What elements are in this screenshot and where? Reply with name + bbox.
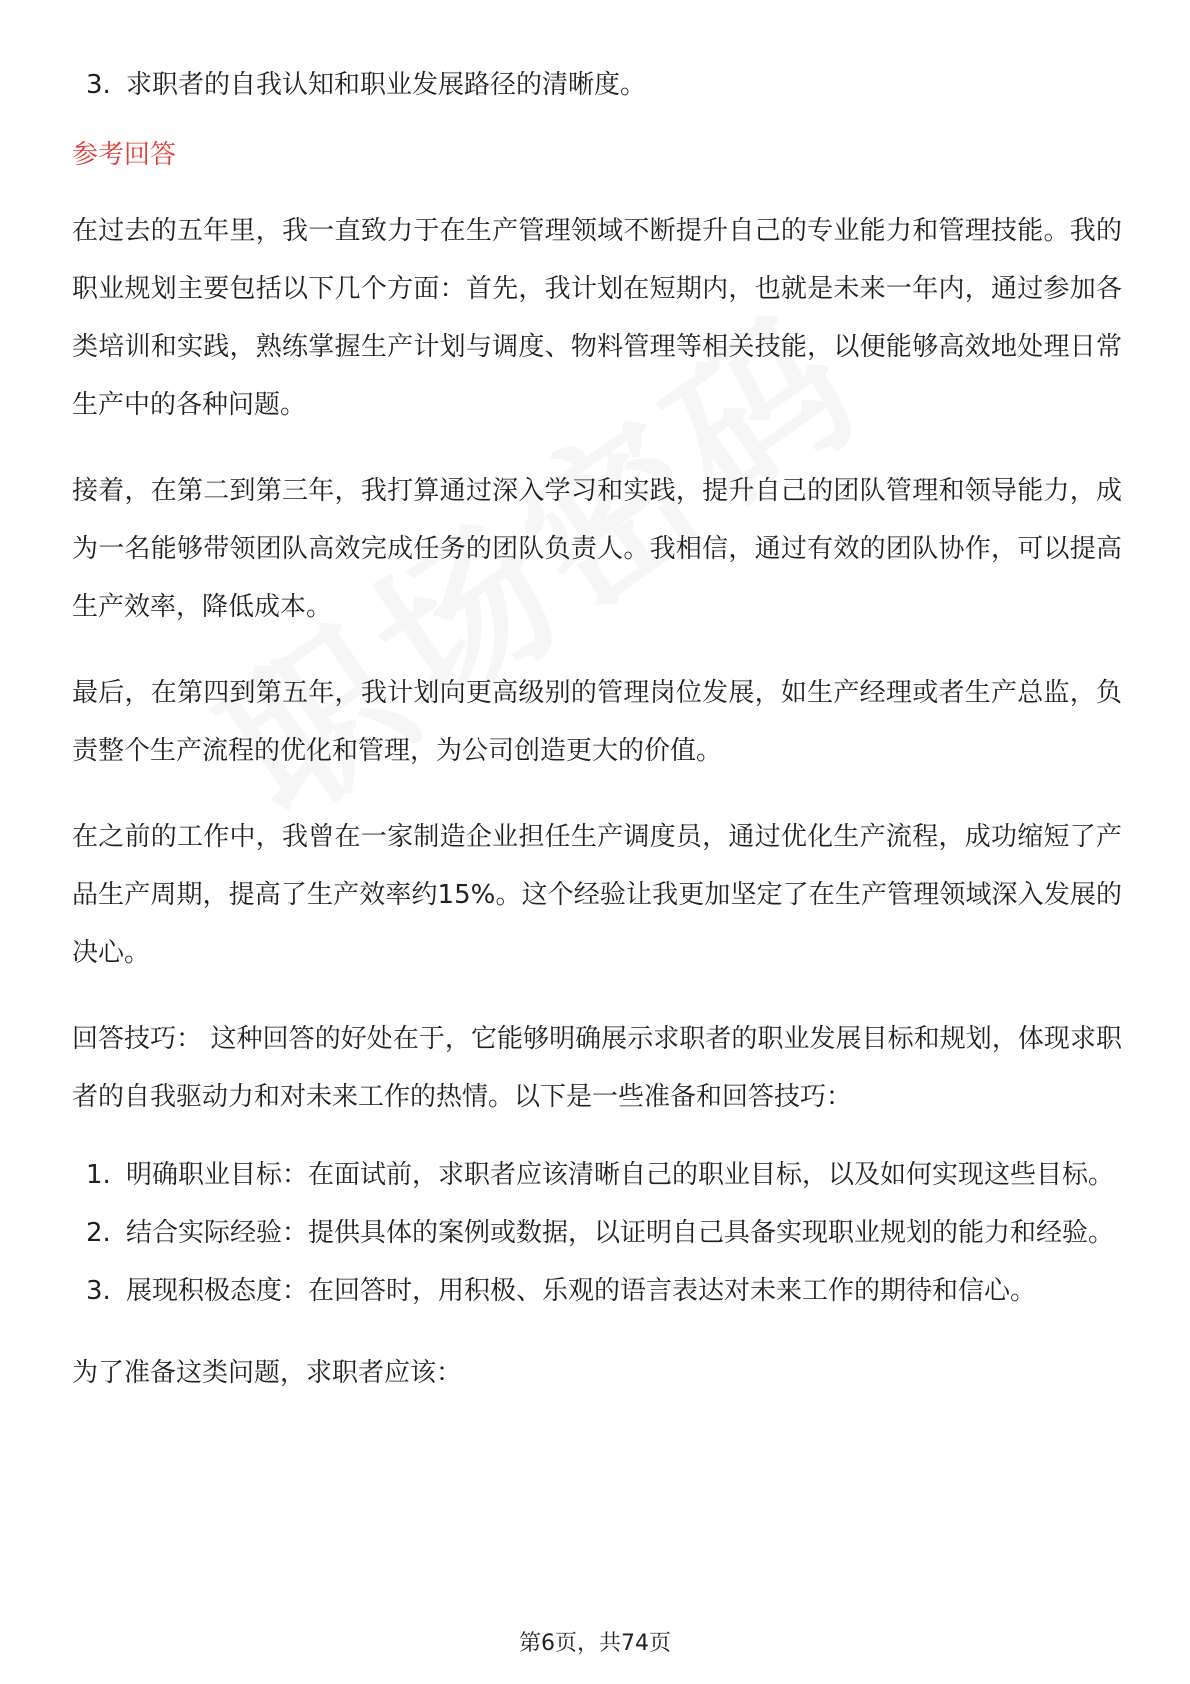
page-footer: 第6页，共74页 <box>519 1631 671 1656</box>
tip-text: 展现积极态度：在回答时，用积极、乐观的语言表达对未来工作的期待和信心。 <box>126 1276 1037 1306</box>
list-number: 2. <box>86 1218 111 1248</box>
answer-tips-paragraph: 回答技巧： 这种回答的好处在于，它能够明确展示求职者的职业发展目标和规划，体现求职者的自我驱动力和对未来工作的热情。以下是一些准备和回答技巧： <box>72 1024 1122 1112</box>
page-content <box>72 56 1122 1430</box>
tips-list <box>72 1146 1122 1320</box>
list-item-text: 求职者的自我认知和职业发展路径的清晰度。 <box>126 70 647 100</box>
list-number: 1. <box>86 1160 111 1190</box>
paragraph-2: 接着，在第二到第三年，我打算通过深入学习和实践，提升自己的团队管理和领导能力，成为一名能够带领团队高效完成任务的团队负责人。我相信，通过有效的团队协作，可以提高生产效率，降低成本。 <box>72 476 1122 622</box>
paragraph-3: 最后，在第四到第五年，我计划向更高级别的管理岗位发展，如生产经理或者生产总监，负责整个生产流程的优化和管理，为公司创造更大的价值。 <box>72 678 1122 766</box>
paragraph-1: 在过去的五年里，我一直致力于在生产管理领域不断提升自己的专业能力和管理技能。我的职业规划主要包括以下几个方面：首先，我计划在短期内，也就是未来一年内，通过参加各类培训和实践，熟练掌握生产计划与调度、物料管理等相关技能，以便能够高效地处理日常生产中的各种问题。 <box>72 216 1122 420</box>
tip-text: 明确职业目标：在面试前，求职者应该清晰自己的职业目标，以及如何实现这些目标。 <box>126 1160 1115 1190</box>
paragraph-4: 在之前的工作中，我曾在一家制造企业担任生产调度员，通过优化生产流程，成功缩短了产品生产周期，提高了生产效率约15%。这个经验让我更加坚定了在生产管理领域深入发展的决心。 <box>72 822 1122 968</box>
list-number: 3. <box>86 70 111 100</box>
tip-item-3 <box>72 1262 1122 1320</box>
closing-paragraph: 为了准备这类问题，求职者应该： <box>72 1358 463 1388</box>
tip-text: 结合实际经验：提供具体的案例或数据，以证明自己具备实现职业规划的能力和经验。 <box>126 1218 1115 1248</box>
list-number: 3. <box>86 1276 111 1306</box>
reference-answer-heading: 参考回答 <box>72 140 177 170</box>
list-item-3 <box>72 56 1122 114</box>
tip-item-2 <box>72 1204 1122 1262</box>
tip-item-1 <box>72 1146 1122 1204</box>
